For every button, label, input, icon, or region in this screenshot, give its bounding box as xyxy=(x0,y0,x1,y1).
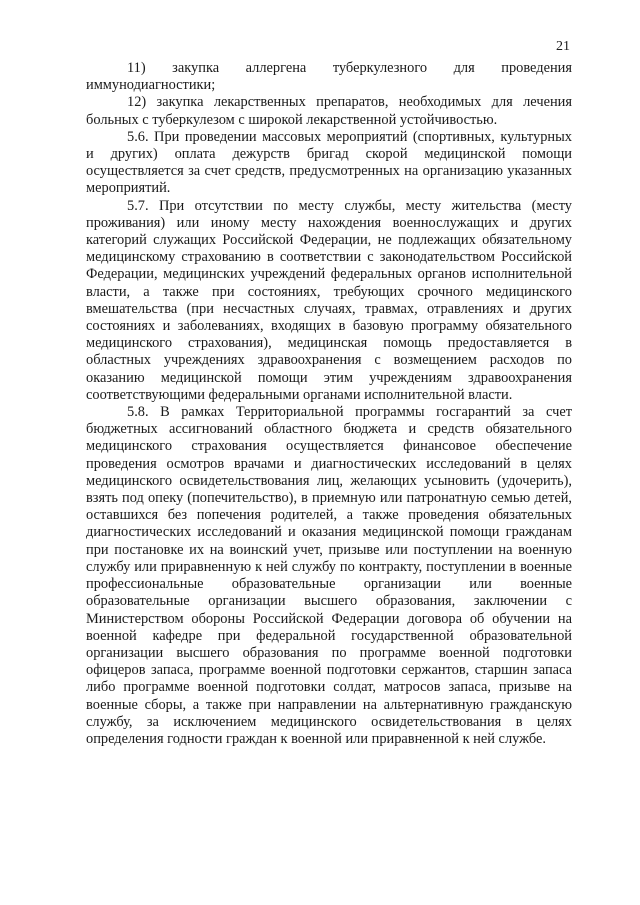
clause-5-7: 5.7. При отсутствии по месту службы, месту жительства (месту проживания) или иному месту нахождения военнослужащих и других категорий служащих Российской Федерации, не подлежащих обязательному медицинскому страхованию в соответствии с законодательством Российской Федерации, медицинских учреждений федеральных органов исполнительной власти, а также при состояниях, требующих срочного медицинского вмешательства (при несчастных случаях, травмах, отравлениях и других состояниях и заболеваниях, входящих в базовую программу обязательного медицинского страхования), медицинская помощь предоставляется в областных учреждениях здравоохранения с возмещением расходов по оказанию медицинской помощи этим учреждениям здравоохранения соответствующими федеральными органами исполнительной власти. xyxy=(86,197,572,403)
page-number: 21 xyxy=(556,39,570,54)
list-item-12: 12) закупка лекарственных препаратов, необходимых для лечения больных с туберкулезом с широкой лекарственной устойчивостью. xyxy=(86,94,572,128)
document-body xyxy=(86,60,572,748)
clause-5-6: 5.6. При проведении массовых мероприятий (спортивных, культурных и других) оплата дежурств бригад скорой медицинской помощи осуществляется за счет средств, предусмотренных на организацию указанных мероприятий. xyxy=(86,128,572,197)
clause-5-8: 5.8. В рамках Территориальной программы госгарантий за счет бюджетных ассигнований областного бюджета и средств обязательного медицинского страхования осуществляется финансовое обеспечение проведения осмотров врачами и диагностических исследований в целях медицинского освидетельствования лиц, желающих усыновить (удочерить), взять под опеку (попечительство), в приемную или патронатную семью детей, оставшихся без попечения родителей, а также проведения обязательных диагностических исследований и оказания медицинской помощи гражданам при постановке их на воинский учет, призыве или поступлении на военную службу или приравненную к ней службу по контракту, поступлении в военные профессиональные образовательные организации или военные образовательные организации высшего образования, заключении с Министерством обороны Российской Федерации договора об обучении на военной кафедре при федеральной государственной образовательной организации высшего образования по программе военной подготовки офицеров запаса, программе военной подготовки сержантов, старшин запаса либо программе военной подготовки солдат, матросов запаса, призыве на военные сборы, а также при направлении на альтернативную гражданскую службу, за исключением медицинского освидетельствования в целях определения годности граждан к военной или приравненной к ней службе. xyxy=(86,404,572,747)
list-item-11: 11) закупка аллергена туберкулезного для проведения иммунодиагностики; xyxy=(86,60,572,94)
